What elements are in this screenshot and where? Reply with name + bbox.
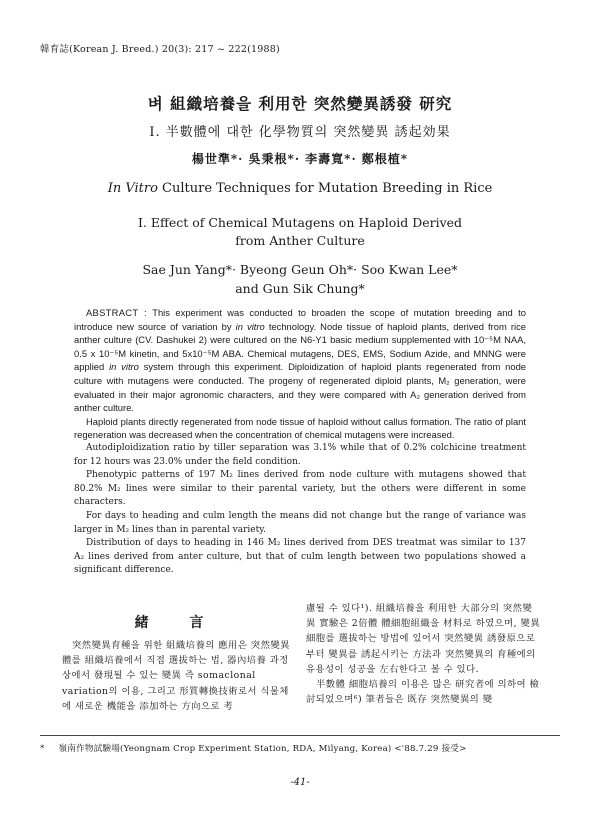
title-english bbox=[0, 181, 600, 196]
authors-english-line2: and Gun Sik Chung* bbox=[235, 281, 365, 296]
abstract-paragraph-4: Phenotypic patterns of 197 M₂ lines derived from node culture with mutagens showed that 80.2% M₂ lines were similar to their parental variety, but the others were different in some characters. bbox=[74, 470, 526, 508]
journal-header: 韓育誌(Korean J. Breed.) 20(3): 217 ~ 222(1988) bbox=[40, 44, 280, 55]
abstract-paragraph-5: For days to heading and culm length the means did not change but the range of variance was larger in M₂ lines than in parental variety. bbox=[74, 510, 526, 535]
right-column-paragraph-2: 半數體 細胞培養의 이용은 많은 研究者에 의하여 檢討되었으며⁶) 筆者들은 既存 突然變異의 變 bbox=[306, 679, 540, 706]
abstract bbox=[74, 306, 526, 578]
subtitle-english-line1: I. Effect of Chemical Mutagens on Haploid Derived bbox=[137, 215, 463, 230]
section-heading: 緒 言 bbox=[134, 615, 222, 631]
abstract-paragraph-3: Autodiploidization ratio by tiller separation was 3.1% while that of 0.2% colchicine treatment for 12 hours was 23.0% under the field condition. bbox=[74, 442, 526, 467]
title-english-italic: In Vitro bbox=[107, 181, 158, 196]
footnote-text: 嶺南作物試驗場(Yeongnam Crop Experiment Station, RDA, Milyang, Korea) <'88.7.29 接受> bbox=[58, 744, 467, 754]
abstract-paragraph-2: Haploid plants directly regenerated from node tissue of haploid without callus formation. The ratio of plant regeneration was decreased when the concentration of chemical mutagens were increased. bbox=[74, 415, 526, 441]
footnote bbox=[40, 742, 466, 754]
right-column bbox=[306, 601, 542, 707]
page-number: -41- bbox=[290, 777, 310, 788]
right-column-paragraph-1: 慮될 수 있다¹). 組織培養을 利用한 大部分의 突然變異 實驗은 2倍體 體細胞組織을 材料로 하였으며, 變異細胞를 選拔하는 방법에 있어서 突然變異 誘發原으로부터 變異를 誘起시키는 方法과 突然變異의 育種에의 유용성이 성공을 左右한다고 볼 수 있다. bbox=[306, 603, 541, 675]
authors-korean: 楊世準*· 吳秉根*· 李壽寬*· 鄭根植* bbox=[191, 152, 409, 166]
authors-english-line1: Sae Jun Yang*· Byeong Geun Oh*· Soo Kwan Lee* bbox=[142, 262, 458, 277]
subtitle-english bbox=[0, 214, 600, 250]
subtitle-korean: I. 半數體에 대한 化學物質의 突然變異 誘起効果 bbox=[149, 125, 451, 140]
title-korean: 벼 組織培養을 利用한 突然變異誘發 研究 bbox=[147, 94, 453, 113]
footnote-divider bbox=[40, 735, 560, 736]
authors-english bbox=[0, 260, 600, 298]
abstract-label: ABSTRACT : bbox=[86, 307, 147, 318]
abstract-paragraph-1: ABSTRACT : This experiment was conducted to broaden the scope of mutation breeding and to introduce new source of variation by in vitro technology. Node tissue of haploid plants, derived from rice anther culture (CV. Dashukei 2) were cultured on the N6-Y1 basic medium supplemented with 10⁻⁵M NAA, 0.5 x 10⁻⁵M kinetin, and 5x10⁻⁵M ABA. Chemical mutagens, DES, EMS, Sodium Azide, and MNNG were applied in vitro system through this experiment. Diploidization of haploid plants regenerated from node culture with mutagens were conducted. The progeny of regenerated diploid plants, M₂ generation, were evaluated in their major agronomic characters, and they were compared with A₂ generation derived from anther culture. bbox=[74, 307, 526, 414]
title-english-rest: Culture Techniques for Mutation Breeding in Rice bbox=[157, 181, 493, 196]
left-column-text: 突然變異育種을 위한 組織培養의 應用은 突然變異體를 組織培養에서 직접 選拔하는 법, 器內培養 과정상에서 發現될 수 있는 變異 즉 somaclonal variation의 이용, 그리고 形質轉換技術로서 식물체에 새로운 機能을 添加하는 方向으로 考 bbox=[62, 640, 290, 712]
footnote-marker: * bbox=[40, 744, 45, 754]
abstract-paragraph-6: Distribution of days to heading in 146 M₂ lines derived from DES treatmat was similar to 137 A₂ lines derived from anter culture, but that of culm length between two populations showed a significant difference. bbox=[74, 538, 526, 576]
subtitle-english-line2: from Anther Culture bbox=[235, 233, 365, 248]
